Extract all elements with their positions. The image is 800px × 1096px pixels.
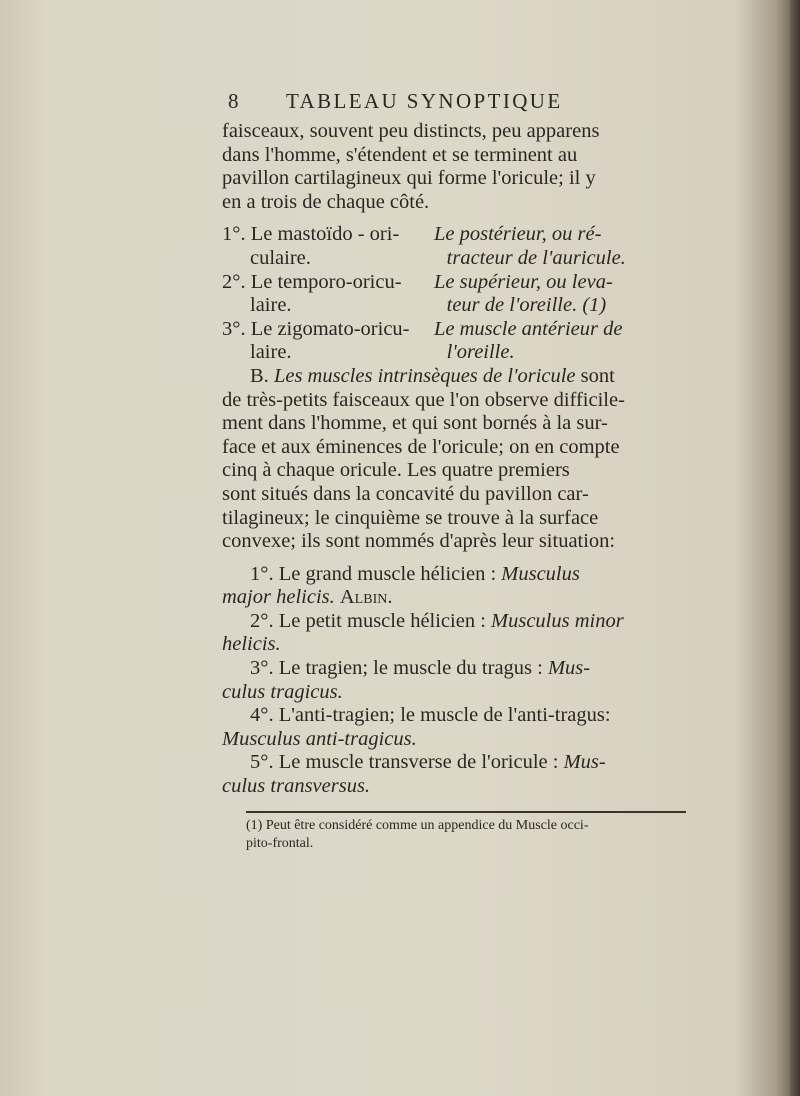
intro-paragraph xyxy=(222,120,712,214)
text-line: sont situés dans la concavité du pavillon car- xyxy=(222,482,589,505)
muscle-name: 1°. Le mastoïdo - ori- xyxy=(222,223,400,246)
list-item-text: 1°. Le grand muscle hélicien : xyxy=(250,562,502,585)
muscle-synonym: teur de l'oreille. (1) xyxy=(446,294,607,317)
muscle-pair xyxy=(222,223,712,270)
text-line: convexe; ils sont nommés d'après leur situation: xyxy=(222,530,616,553)
list-item-text: 5°. Le muscle transverse de l'oricule : xyxy=(250,751,564,774)
muscle-synonym: Le supérieur, ou leva- xyxy=(434,270,613,293)
text-line: en a trois de chaque côté. xyxy=(222,190,430,213)
latin-name: Musculus anti-tragicus. xyxy=(222,727,417,750)
latin-name: Mus- xyxy=(563,751,606,774)
list-item xyxy=(222,751,712,798)
latin-name: helicis. xyxy=(222,633,281,656)
text-fragment: sont xyxy=(580,364,615,387)
footnote-line: pito-frontal. xyxy=(246,835,314,851)
text-block xyxy=(222,90,712,853)
muscle-pair xyxy=(222,318,712,365)
text-line: cinq à chaque oricule. Les quatre premiers xyxy=(222,459,570,482)
author-name: Albin. xyxy=(339,586,393,609)
page-header xyxy=(222,90,712,120)
list-item xyxy=(222,704,712,751)
latin-name: Mus- xyxy=(547,657,591,680)
running-title: TABLEAU SYNOPTIQUE xyxy=(286,89,563,113)
footnote-rule xyxy=(246,811,686,813)
latin-name: culus transversus. xyxy=(222,775,371,798)
muscle-synonym: tracteur de l'auricule. xyxy=(446,246,626,269)
page-edge-shadow xyxy=(790,0,800,1096)
section-title: Les muscles intrinsèques de l'oricule xyxy=(273,364,576,387)
list-item-text: 4°. L'anti-tragien; le muscle de l'anti-tragus: xyxy=(250,704,611,727)
muscle-name: 2°. Le temporo-oricu- xyxy=(222,270,402,293)
list-item-text: 2°. Le petit muscle hélicien : xyxy=(250,609,492,632)
muscle-synonym: l'oreille. xyxy=(446,341,515,364)
muscle-synonym: Le postérieur, ou ré- xyxy=(434,223,602,246)
text-line: dans l'homme, s'étendent et se terminent au xyxy=(222,143,578,166)
latin-name: Musculus minor xyxy=(491,609,624,632)
muscle-name: culaire. xyxy=(250,246,311,269)
section-letter: B. xyxy=(250,364,269,387)
latin-name: culus tragicus. xyxy=(222,680,343,703)
muscle-name: laire. xyxy=(250,294,292,317)
list-item xyxy=(222,563,712,610)
latin-name: major helicis. xyxy=(222,586,335,609)
latin-name: Musculus xyxy=(501,562,580,585)
list-item xyxy=(222,610,712,657)
footnote-line: (1) Peut être considéré comme un appendice du Muscle occi- xyxy=(246,817,589,833)
intrinsic-muscle-list xyxy=(222,563,712,799)
text-line: ment dans l'homme, et qui sont bornés à la sur- xyxy=(222,412,608,435)
text-line: face et aux éminences de l'oricule; on en compte xyxy=(222,435,620,458)
muscle-synonym: Le muscle antérieur de xyxy=(434,317,623,340)
muscle-name: 3°. Le zigomato-oricu- xyxy=(222,317,410,340)
muscle-name: laire. xyxy=(250,341,292,364)
page-number: 8 xyxy=(228,89,241,113)
list-item xyxy=(222,657,712,704)
muscle-pair xyxy=(222,271,712,318)
section-b-first-line xyxy=(222,365,712,389)
text-line: faisceaux, souvent peu distincts, peu apparens xyxy=(222,120,600,142)
footnote xyxy=(246,817,686,853)
text-line: pavillon cartilagineux qui forme l'oricule; il y xyxy=(222,167,596,190)
text-line: de très-petits faisceaux que l'on observe difficile- xyxy=(222,388,625,411)
list-item-text: 3°. Le tragien; le muscle du tragus : xyxy=(250,657,548,680)
section-b xyxy=(222,365,712,554)
text-line: tilagineux; le cinquième se trouve à la surface xyxy=(222,506,599,529)
